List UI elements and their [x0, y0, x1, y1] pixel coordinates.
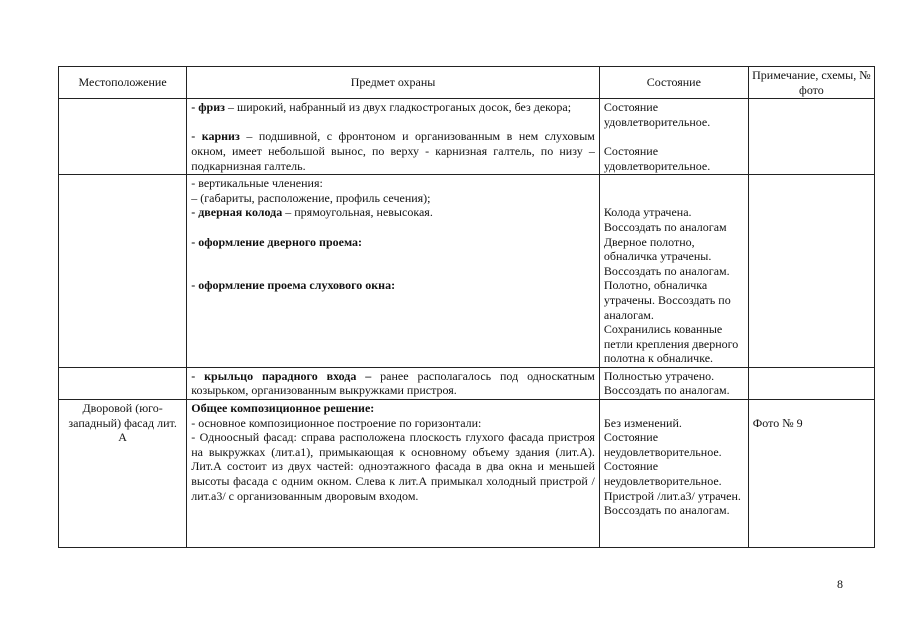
photo-reference: Фото № 9	[752, 415, 803, 430]
table-row	[59, 367, 875, 399]
kolod-item	[191, 205, 595, 220]
door-condition: Дверное полотно, обналичка утрачены. Воссоздать по аналогам.	[603, 234, 730, 278]
hinges-condition: Сохранились кованные петли крепления дверного полотна к обналичке.	[603, 322, 739, 366]
row4-subject	[187, 400, 600, 548]
vertical-divisions: - вертикальные членения:	[191, 176, 323, 191]
row3-location	[59, 367, 187, 399]
karniz-term: - карниз	[191, 129, 240, 144]
row1-note	[748, 99, 874, 175]
row1-condition	[599, 99, 748, 175]
row2-condition	[599, 175, 748, 368]
row2-location	[59, 175, 187, 368]
composition-heading: Общее композиционное решение:	[191, 401, 375, 416]
door-opening-term: - оформление дверного проема:	[191, 234, 363, 249]
row3-note	[748, 367, 874, 399]
table-header-row	[59, 67, 875, 99]
row1-location	[59, 99, 187, 175]
friz-item	[191, 100, 595, 115]
row3-subject	[187, 367, 600, 399]
kolod-term: - дверная колода	[191, 205, 283, 220]
page-number: 8	[837, 577, 843, 591]
composition-condition: Без изменений.	[603, 415, 682, 430]
kolod-condition: Колода утрачена. Воссоздать по аналогам	[603, 205, 727, 234]
facade-condition-1: Состояние неудовлетворительное.	[603, 430, 722, 459]
header-location: Местоположение	[59, 67, 187, 99]
friz-term: - фриз	[191, 100, 225, 115]
karniz-item	[191, 129, 595, 173]
table-row	[59, 175, 875, 368]
row4-condition	[599, 400, 748, 548]
table-row	[59, 400, 875, 548]
porch-condition: Полностью утрачено. Воссоздать по аналогам.	[599, 367, 748, 399]
header-condition: Состояние	[599, 67, 748, 99]
row4-location: Дворовой (юго-западный) фасад лит. А	[59, 400, 187, 548]
header-subject: Предмет охраны	[187, 67, 600, 99]
protection-subject-table	[58, 66, 875, 548]
dormer-opening-term: - оформление проема слухового окна:	[191, 278, 396, 293]
row1-subject	[187, 99, 600, 175]
table-row	[59, 99, 875, 175]
row2-note	[748, 175, 874, 368]
kolod-text: – прямоугольная, невысокая.	[282, 205, 433, 220]
composition-horizontal: - основное композиционное построение по горизонтали:	[191, 415, 482, 430]
porch-term: - крыльцо парадного входа –	[191, 368, 372, 383]
header-note: Примечание, схемы, № фото	[748, 67, 874, 99]
karniz-condition: Состояние удовлетворительное.	[603, 143, 711, 173]
facade-condition-2: Состояние неудовлетворительное.	[603, 459, 722, 489]
friz-condition: Состояние удовлетворительное.	[603, 100, 711, 129]
row4-note	[748, 400, 874, 548]
porch-text: ранее располагалось под односкатным козырьком, организованным выкружками пристроя.	[191, 368, 595, 398]
karniz-text: – подшивной, с фронтоном и организованным в нем слуховым окном, имеет небольшой вынос, по верху - карнизная галтель, по низу – подкарнизная галтель.	[191, 129, 595, 173]
vertical-divisions-detail: – (габариты, расположение, профиль сечения);	[191, 190, 431, 205]
friz-text: – широкий, набранный из двух гладкостроганых досок, без декора;	[224, 100, 572, 115]
facade-description: - Одноосный фасад: справа расположена плоскость глухого фасада пристроя на выкружках (лит.а1), примыкающая к основному объему здания (лит.А). Лит.А состоит из двух частей: одноэтажного фасада в два окна и меньшей высоты фасада с одним окном. Слева к лит.А примыкал холодный пристрой /лит.а3/ с организованным дворовым входом.	[191, 430, 595, 503]
annex-condition: Пристрой /лит.а3/ утрачен. Воссоздать по аналогам.	[603, 488, 741, 518]
row2-subject	[187, 175, 600, 368]
dormer-condition: Полотно, обналичка утрачены. Воссоздать по аналогам.	[603, 278, 731, 322]
